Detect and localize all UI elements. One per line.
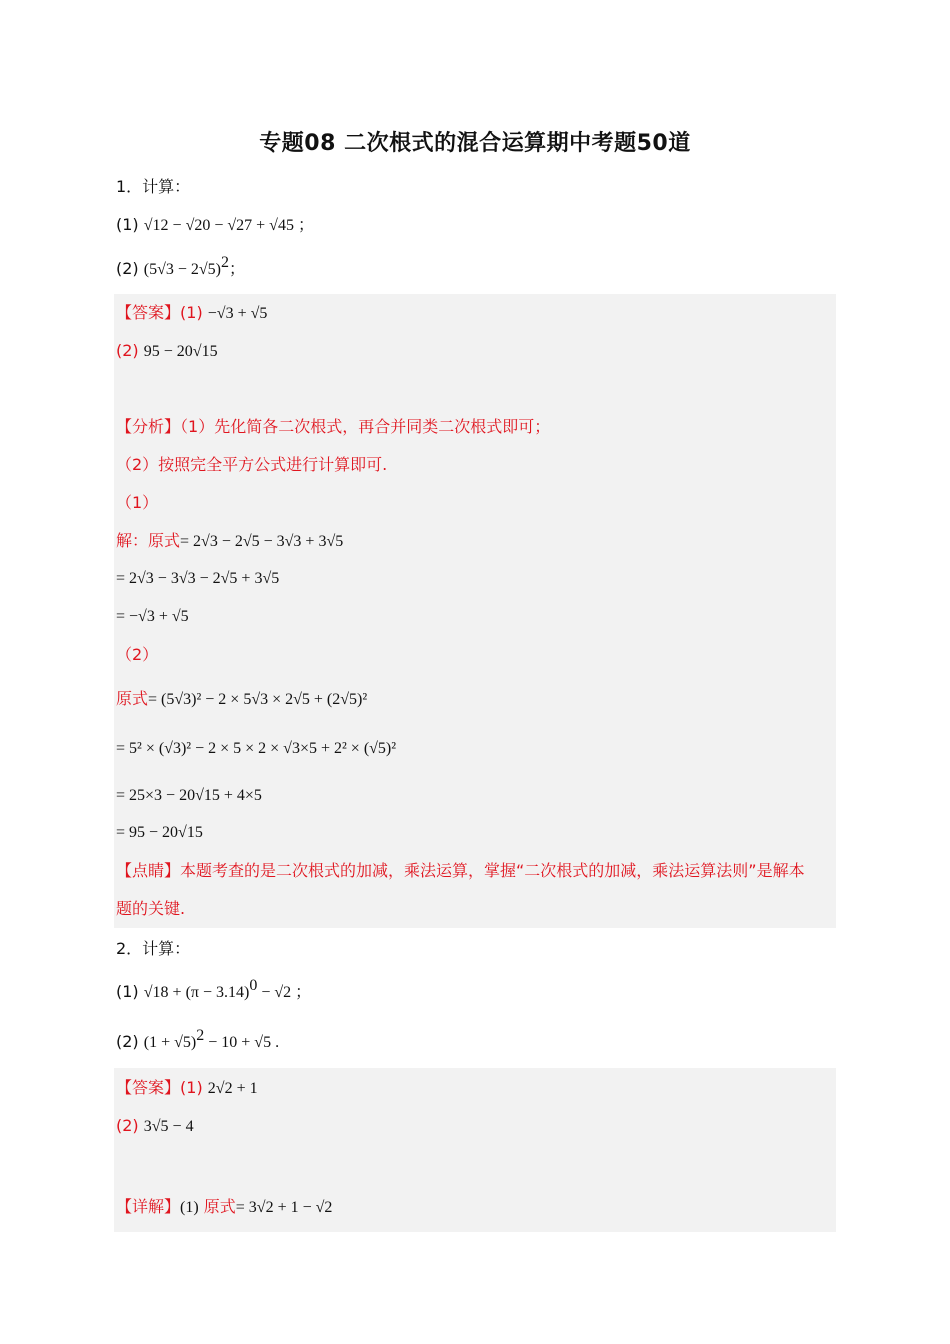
answer-1-line-2: (2) 95 − 20√15 bbox=[116, 341, 218, 360]
answer-1-line-1: 【答案】(1) −√3 + √5 bbox=[116, 303, 268, 322]
question-2-part-2: (2) $(1 + √5)^2 - 10 + √5$ . bbox=[116, 1027, 280, 1051]
question-2-part-1: (1) $√18 + (\pi - 3.14)^0 - √2$ ； bbox=[116, 977, 312, 1001]
solution-2-step-2: = 5² × (√3)² − 2 × 5 × 2 × √3×5 + 2² × (√5)² bbox=[116, 740, 397, 757]
question-2-heading: 2．计算： bbox=[116, 939, 191, 958]
comment-1-line-2: 题的关键. bbox=[116, 899, 186, 918]
solution-1-step-3: = −√3 + √5 bbox=[116, 608, 189, 625]
page-title: 专题08 二次根式的混合运算期中考题50道 bbox=[259, 131, 691, 156]
solution-2-step-4: = 95 − 20√15 bbox=[116, 824, 203, 841]
question-1-part-1: (1) √12 − √20 − √27 + √45 ； bbox=[116, 215, 314, 234]
solution-2-step-1: 原式= (5√3)² − 2 × 5√3 × 2√5 + (2√5)² bbox=[116, 689, 368, 708]
question-1-heading: 1．计算： bbox=[116, 177, 191, 196]
analysis-1-line-2: （2）按照完全平方公式进行计算即可. bbox=[116, 455, 388, 474]
answer-2-line-1: 【答案】(1) 2√2 + 1 bbox=[116, 1078, 258, 1097]
solution-1-label: （1） bbox=[116, 493, 159, 512]
solution-2-label: （2） bbox=[116, 645, 159, 664]
question-1-part-2: (2) $(5√3 - 2√5)^2$； bbox=[116, 254, 246, 278]
solution-2-step-3: = 25×3 − 20√15 + 4×5 bbox=[116, 787, 262, 804]
solution-1-step-1: 解：原式= 2√3 − 2√5 − 3√3 + 3√5 bbox=[116, 531, 344, 550]
comment-1-line-1: 【点睛】本题考查的是二次根式的加减，乘法运算，掌握“二次根式的加减，乘法运算法则”是解本 bbox=[116, 861, 805, 880]
analysis-1-line-1: 【分析】（1）先化简各二次根式，再合并同类二次根式即可； bbox=[116, 417, 551, 436]
solution-1-step-2: = 2√3 − 3√3 − 2√5 + 3√5 bbox=[116, 570, 280, 587]
detail-2-line-1: 【详解】(1) 原式= 3√2 + 1 − √2 bbox=[116, 1197, 333, 1216]
answer-box-1 bbox=[114, 294, 836, 928]
answer-2-line-2: (2) 3√5 − 4 bbox=[116, 1116, 194, 1135]
